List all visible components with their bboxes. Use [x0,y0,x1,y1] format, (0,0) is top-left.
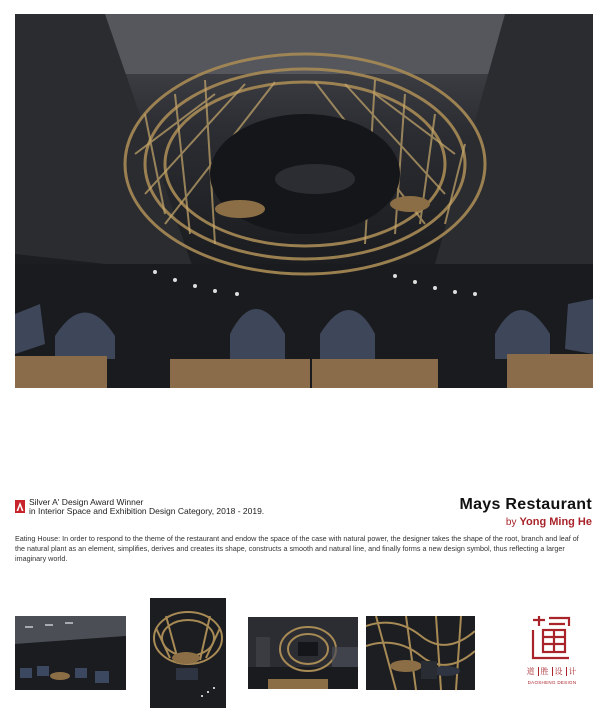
brand-char: 计 [566,667,580,676]
thumbnail-3 [248,617,358,689]
brand-char: 道 [526,667,536,676]
project-title: Mays Restaurant [459,496,592,513]
brand-char: 设 [552,667,566,676]
daosheng-design-logo [517,614,587,694]
project-heading [459,496,592,530]
award-category: in Interior Space and Exhibition Design Category, 2018 - 2019. [29,506,265,516]
a-design-award-icon [15,500,25,513]
thumbnail-2 [150,598,226,708]
by-label: by [505,517,517,528]
brand-chinese-name [517,666,587,677]
project-description: Eating House: In order to respond to the theme of the restaurant and endow the space of the case with natural power, the designer takes the shape of the root, branch and leaf of the natural plant as an element, simplifies, derives and creates its shape, constructs a smooth and natural line, and finally forms a new design symbol, thus reflecting a larger imaginary world. [15,534,579,563]
thumbnail-1 [15,616,126,690]
project-designer [459,515,592,530]
designer-name: Yong Ming He [519,516,592,528]
hero-photo [15,14,593,388]
daosheng-seal-icon [529,614,573,662]
award-title: Silver A' Design Award Winner [29,497,144,507]
thumbnail-4 [366,616,475,690]
brand-english-name: DAOSHENG DESIGN [527,680,577,685]
brand-char: 胜 [538,667,552,676]
